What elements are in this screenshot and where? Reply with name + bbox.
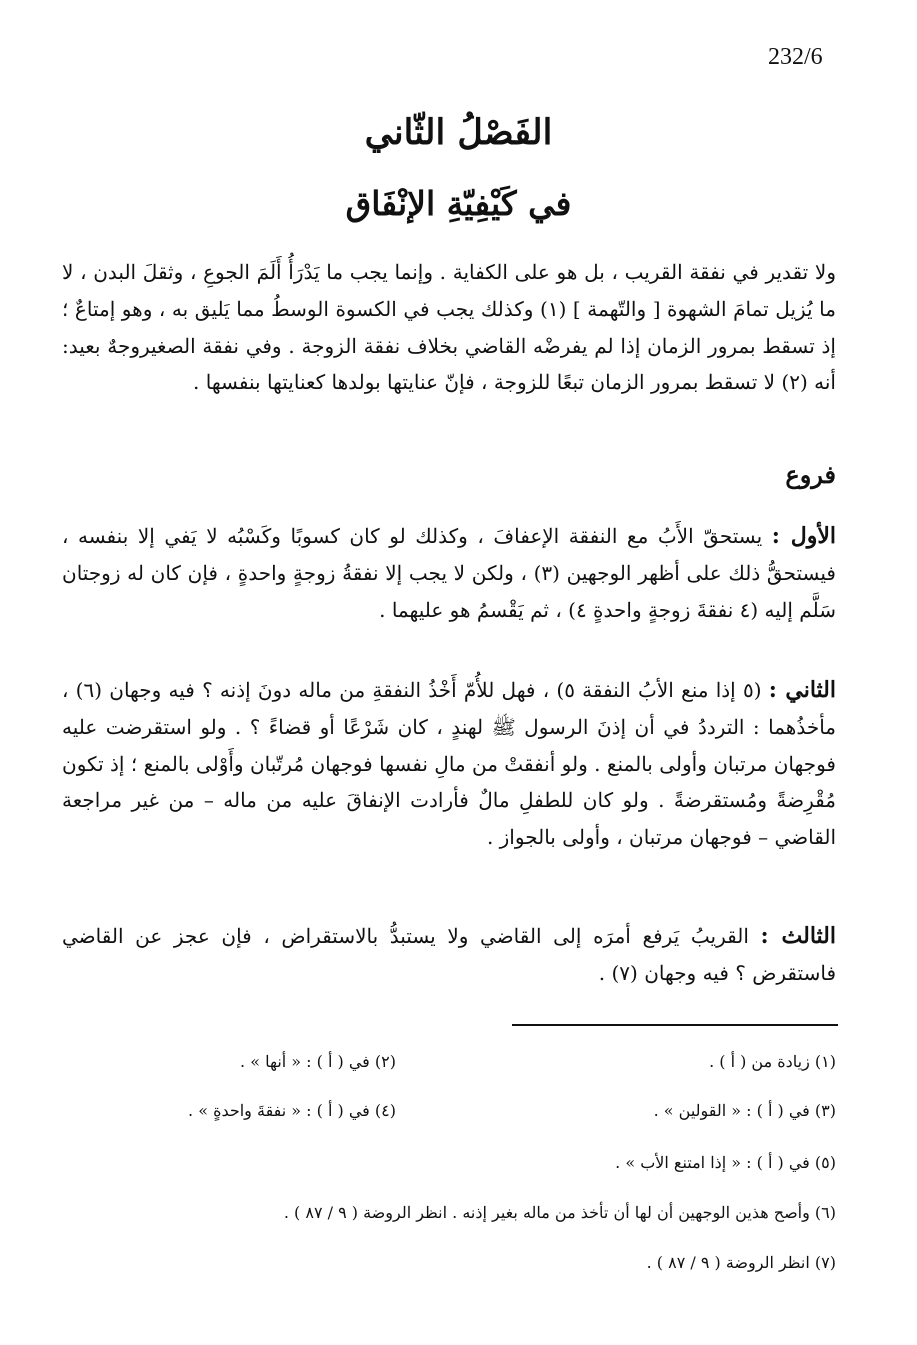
footnote-row xyxy=(62,1052,836,1082)
footnote-row xyxy=(62,1101,836,1131)
branch-paragraph xyxy=(62,918,836,992)
branch-paragraph xyxy=(62,518,836,628)
branch-item-third xyxy=(62,918,836,992)
footnote-4: (٤) في ( أ ) : « نفقةَ واحدةٍ » . xyxy=(188,1101,396,1120)
branch-item-first xyxy=(62,518,836,628)
footnote-3: (٣) في ( أ ) : « القولين » . xyxy=(653,1101,836,1120)
branch-text: يستحقّ الأَبُ مع النفقة الإعفافَ ، وكذلك لو كان كسوبًا وكَسْبُه لا يَفي إلا بنفسه ، فيستحقُّ ذلك على أظهر الوجهين (٣) ، ولكن لا يجب إلا نفقةُ زوجةٍ واحدةٍ ، فإن كان له زوجتان سَلَّم إليه (٤ نفقةَ زوجةٍ واحدةٍ ٤) ، ثم يَقْسمُ هو عليهما . xyxy=(62,524,836,622)
footnote-5: (٥) في ( أ ) : « إذا امتنع الأب » . xyxy=(615,1153,836,1172)
branch-text: (٥ إذا منع الأبُ النفقة ٥) ، فهل للأُمّ أَخْذُ النفقةِ من ماله دونَ إذنه ؟ فيه وجهان (٦) ، مأخذُهما : الترددُ في أن إذنَ الرسول ﷺ لهندٍ ، كان شَرْعًا أو قضاءً ؟ . ولو استقرضت عليه فوجهان مرتبان وأولى بالمنع . ولو أنفقتْ من مالِ نفسها فوجهان مُرتّبان وأَوْلى بالمنع ؛ إذ تكون مُقْرِضةً ومُستقرضةً . ولو كان للطفلِ مالٌ فأرادت الإنفاقَ عليه من ماله – من غير مراجعة القاضي – فوجهان مرتبان ، وأولى بالجواز . xyxy=(62,678,836,850)
branch-text: القريبُ يَرفع أمرَه إلى القاضي ولا يستبدُّ بالاستقراض ، فإن عجز عن القاضي فاستقرض ؟ فيه وجهان (٧) . xyxy=(62,924,836,985)
footnote-7: (٧) انظر الروضة ( ٩ / ٨٧ ) . xyxy=(646,1253,836,1272)
intro-paragraph: ولا تقدير في نفقة القريب ، بل هو على الكفاية . وإنما يجب ما يَدْرَأُ أَلَمَ الجوعِ ، وثقلَ البدن ، لا ما يُزيل تمامَ الشهوة [ والتّهمة ] (١) وكذلك يجب في الكسوة الوسطُ مما يَليق به ، وهو إمتاعٌ ؛ إذ تسقط بمرور الزمان إذا لم يفرضْه القاضي بخلاف نفقة الزوجة . وفي نفقة الصغيروجهٌ بعيد: أنه (٢) لا تسقط بمرور الزمان تبعًا للزوجة ، فإنّ عنايتها بولدها كعنايتها بنفسها . xyxy=(62,260,836,395)
footnote-1: (١) زيادة من ( أ ) . xyxy=(709,1052,836,1071)
chapter-subtitle: في كَيْفِيّةِ الإنْفَاق xyxy=(345,184,572,223)
branch-item-second xyxy=(62,672,836,856)
footnote-row xyxy=(62,1253,836,1283)
branches-heading: فروع xyxy=(785,460,836,489)
page-number: 232/6 xyxy=(768,44,823,70)
footnote-2: (٢) في ( أ ) : « أنها » . xyxy=(240,1052,396,1071)
footnote-divider xyxy=(512,1024,838,1026)
branch-paragraph xyxy=(62,672,836,856)
footnote-6: (٦) وأصح هذين الوجهين أن لها أن تأخذ من ماله بغير إذنه . انظر الروضة ( ٩ / ٨٧ ) . xyxy=(283,1203,836,1222)
branch-lead: الثالث : xyxy=(760,923,836,949)
branch-lead: الثاني : xyxy=(768,677,837,703)
branch-lead: الأول : xyxy=(771,523,836,549)
footnote-row xyxy=(62,1203,836,1233)
intro-section xyxy=(62,254,836,401)
footnote-row xyxy=(62,1153,836,1183)
chapter-title: الفَصْلُ الثّاني xyxy=(364,112,553,153)
